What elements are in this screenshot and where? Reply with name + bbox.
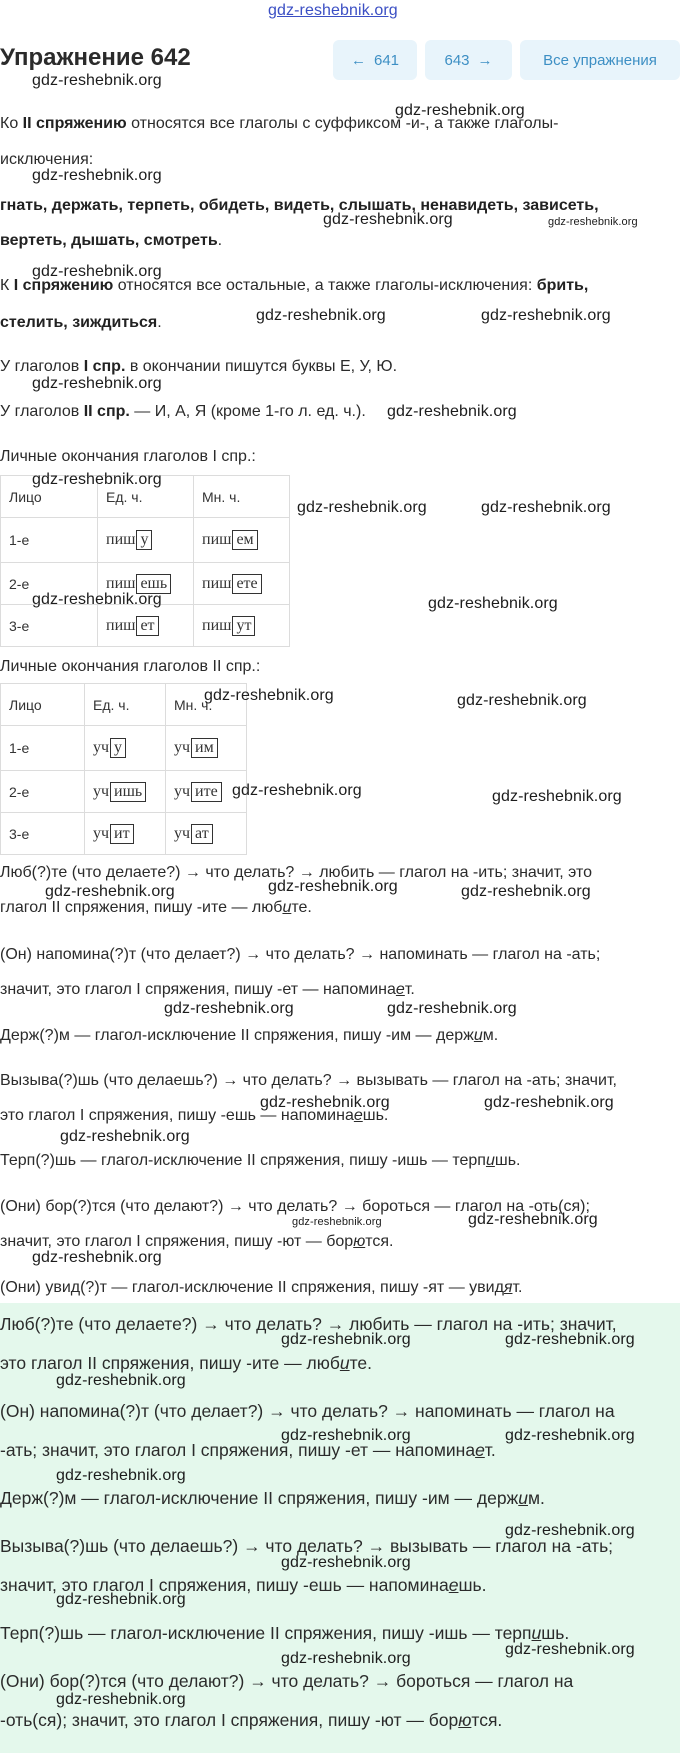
- solution-line: это глагол I спряжения, пишу -ешь — напоминаешь.: [0, 1107, 389, 1124]
- answer-line: -оть(ся); значит, это глагол I спряжения, пишу -ют — борются.: [0, 1710, 503, 1730]
- table-row: [1, 726, 247, 771]
- rule-line: К I спряжению относятся все остальные, а также глаголы-исключения: брить,: [0, 277, 589, 294]
- watermark: gdz-reshebnik.org: [281, 1331, 411, 1348]
- answer-line: Вызыва(?)шь (что делаешь?) → что делать? → вызывать — глагол на -ать;: [0, 1536, 614, 1556]
- watermark: gdz-reshebnik.org: [260, 1094, 390, 1111]
- watermark: gdz-reshebnik.org: [548, 216, 638, 228]
- watermark: gdz-reshebnik.org: [164, 1000, 294, 1017]
- singular-cell: уч у: [85, 726, 166, 771]
- solution-line: глагол II спряжения, пишу -ите — любите.: [0, 899, 312, 916]
- watermark: gdz-reshebnik.org: [56, 1691, 186, 1708]
- answer-line: Люб(?)те (что делаете?) → что делать? → любить — глагол на -ить; значит,: [0, 1314, 617, 1334]
- watermark: gdz-reshebnik.org: [281, 1650, 411, 1667]
- table-row: [1, 813, 247, 855]
- person-cell: 2-е: [1, 771, 85, 813]
- all-exercises-button[interactable]: Все упражнения: [520, 40, 680, 80]
- singular-cell: уч ишь: [85, 771, 166, 813]
- person-cell: 3-е: [1, 813, 85, 855]
- table-header: Ед. ч.: [98, 476, 194, 518]
- person-cell: 2-е: [1, 563, 98, 605]
- answer-line: Терп(?)шь — глагол-исключение II спряжения, пишу -ишь — терпишь.: [0, 1623, 570, 1643]
- watermark: gdz-reshebnik.org: [32, 471, 162, 488]
- plural-cell: уч им: [166, 726, 247, 771]
- solution-line: Вызыва(?)шь (что делаешь?) → что делать? → вызывать — глагол на -ать; значит,: [0, 1072, 617, 1089]
- rule-line: вертеть, дышать, смотреть.: [0, 232, 223, 249]
- rule-line: У глаголов I спр. в окончании пишутся буквы Е, У, Ю.: [0, 358, 398, 375]
- person-cell: 1-е: [1, 518, 98, 563]
- watermark: gdz-reshebnik.org: [60, 1128, 190, 1145]
- watermark: gdz-reshebnik.org: [32, 591, 162, 608]
- table2-caption: Личные окончания глаголов II спр.:: [0, 658, 261, 675]
- answer-line: Держ(?)м — глагол-исключение II спряжения, пишу -им — держим.: [0, 1488, 545, 1508]
- rule-line: исключения:: [0, 151, 94, 168]
- singular-cell: пиш ешь: [98, 563, 194, 605]
- watermark: gdz-reshebnik.org: [297, 499, 427, 516]
- watermark: gdz-reshebnik.org: [461, 883, 591, 900]
- site-link[interactable]: gdz-reshebnik.org: [268, 2, 398, 19]
- solution-line: (Они) бор(?)тся (что делают?) → что делать? → бороться — глагол на -оть(ся);: [0, 1198, 590, 1215]
- answer-line: (Он) напомина(?)т (что делает?) → что делать? → напоминать — глагол на: [0, 1401, 615, 1421]
- watermark: gdz-reshebnik.org: [468, 1211, 598, 1228]
- next-label: 643: [444, 51, 470, 69]
- watermark: gdz-reshebnik.org: [387, 1000, 517, 1017]
- watermark: gdz-reshebnik.org: [505, 1522, 635, 1539]
- watermark: gdz-reshebnik.org: [256, 307, 386, 324]
- singular-cell: пиш ет: [98, 605, 194, 647]
- watermark: gdz-reshebnik.org: [281, 1554, 411, 1571]
- watermark: gdz-reshebnik.org: [204, 687, 334, 704]
- table-header: Мн. ч.: [166, 684, 247, 726]
- singular-cell: уч ит: [85, 813, 166, 855]
- watermark: gdz-reshebnik.org: [505, 1427, 635, 1444]
- plural-cell: пиш ут: [194, 605, 290, 647]
- watermark: gdz-reshebnik.org: [56, 1372, 186, 1389]
- watermark: gdz-reshebnik.org: [281, 1427, 411, 1444]
- plural-cell: пиш ете: [194, 563, 290, 605]
- answer-line: -ать; значит, это глагол I спряжения, пишу -ет — напоминает.: [0, 1440, 496, 1460]
- solution-line: Люб(?)те (что делаете?) → что делать? → любить — глагол на -ить; значит, это: [0, 864, 593, 881]
- table-row: [1, 605, 290, 647]
- watermark: gdz-reshebnik.org: [292, 1216, 382, 1228]
- table-header: Лицо: [1, 684, 85, 726]
- solution-line: значит, это глагол I спряжения, пишу -ет — напоминает.: [0, 981, 415, 998]
- table-header: Лицо: [1, 476, 98, 518]
- arrow-left-icon: ←: [350, 51, 366, 69]
- watermark: gdz-reshebnik.org: [505, 1641, 635, 1658]
- watermark: gdz-reshebnik.org: [32, 167, 162, 184]
- watermark: gdz-reshebnik.org: [45, 883, 175, 900]
- watermark: gdz-reshebnik.org: [481, 499, 611, 516]
- page-title: Упражнение 642: [0, 44, 191, 71]
- prev-exercise-button[interactable]: [333, 40, 417, 80]
- next-exercise-button[interactable]: [425, 40, 512, 80]
- rule-line: гнать, держать, терпеть, обидеть, видеть, слышать, ненавидеть, зависеть,: [0, 197, 599, 214]
- watermark: gdz-reshebnik.org: [56, 1467, 186, 1484]
- solution-line: (Они) увид(?)т — глагол-исключение II спряжения, пишу -ят — увидят.: [0, 1279, 523, 1296]
- solution-line: Терп(?)шь — глагол-исключение II спряжения, пишу -ишь — терпишь.: [0, 1152, 521, 1169]
- rule-line: У глаголов II спр. — И, А, Я (кроме 1-го л. ед. ч.).: [0, 403, 366, 420]
- plural-cell: пиш ем: [194, 518, 290, 563]
- watermark: gdz-reshebnik.org: [232, 782, 362, 799]
- answer-line: (Они) бор(?)тся (что делают?) → что делать? → бороться — глагол на: [0, 1671, 574, 1691]
- watermark: gdz-reshebnik.org: [323, 211, 453, 228]
- plural-cell: уч ите: [166, 771, 247, 813]
- watermark: gdz-reshebnik.org: [268, 878, 398, 895]
- answer-line: это глагол II спряжения, пишу -ите — любите.: [0, 1353, 373, 1373]
- table-header: Ед. ч.: [85, 684, 166, 726]
- table1-caption: Личные окончания глаголов I спр.:: [0, 448, 256, 465]
- watermark: gdz-reshebnik.org: [32, 72, 162, 89]
- person-cell: 1-е: [1, 726, 85, 771]
- person-cell: 3-е: [1, 605, 98, 647]
- watermark: gdz-reshebnik.org: [56, 1591, 186, 1608]
- watermark: gdz-reshebnik.org: [387, 403, 517, 420]
- watermark: gdz-reshebnik.org: [428, 595, 558, 612]
- watermark: gdz-reshebnik.org: [32, 375, 162, 392]
- conjugation-table-2: [0, 683, 247, 855]
- conjugation-table-1: [0, 475, 290, 647]
- watermark: gdz-reshebnik.org: [481, 307, 611, 324]
- watermark: gdz-reshebnik.org: [457, 692, 587, 709]
- solution-line: значит, это глагол I спряжения, пишу -ют — борются.: [0, 1233, 394, 1250]
- solution-line: Держ(?)м — глагол-исключение II спряжения, пишу -им — держим.: [0, 1027, 499, 1044]
- rule-line: Ко II спряжению относятся все глаголы с суффиксом -и-, а также глаголы-: [0, 115, 559, 132]
- rule-line: стелить, зиждиться.: [0, 314, 162, 331]
- answer-line: значит, это глагол I спряжения, пишу -ешь — напоминаешь.: [0, 1575, 487, 1595]
- watermark: gdz-reshebnik.org: [505, 1331, 635, 1348]
- prev-label: 641: [373, 51, 400, 69]
- watermark: gdz-reshebnik.org: [32, 263, 162, 280]
- table-header: Мн. ч.: [194, 476, 290, 518]
- plural-cell: уч ат: [166, 813, 247, 855]
- watermark: gdz-reshebnik.org: [484, 1094, 614, 1111]
- solution-line: (Он) напомина(?)т (что делает?) → что делать? → напоминать — глагол на -ать;: [0, 946, 601, 963]
- arrow-right-icon: →: [477, 51, 493, 69]
- table-row: [1, 771, 247, 813]
- watermark: gdz-reshebnik.org: [32, 1249, 162, 1266]
- watermark: gdz-reshebnik.org: [492, 788, 622, 805]
- table-row: [1, 518, 290, 563]
- watermark: gdz-reshebnik.org: [395, 102, 525, 119]
- singular-cell: пиш у: [98, 518, 194, 563]
